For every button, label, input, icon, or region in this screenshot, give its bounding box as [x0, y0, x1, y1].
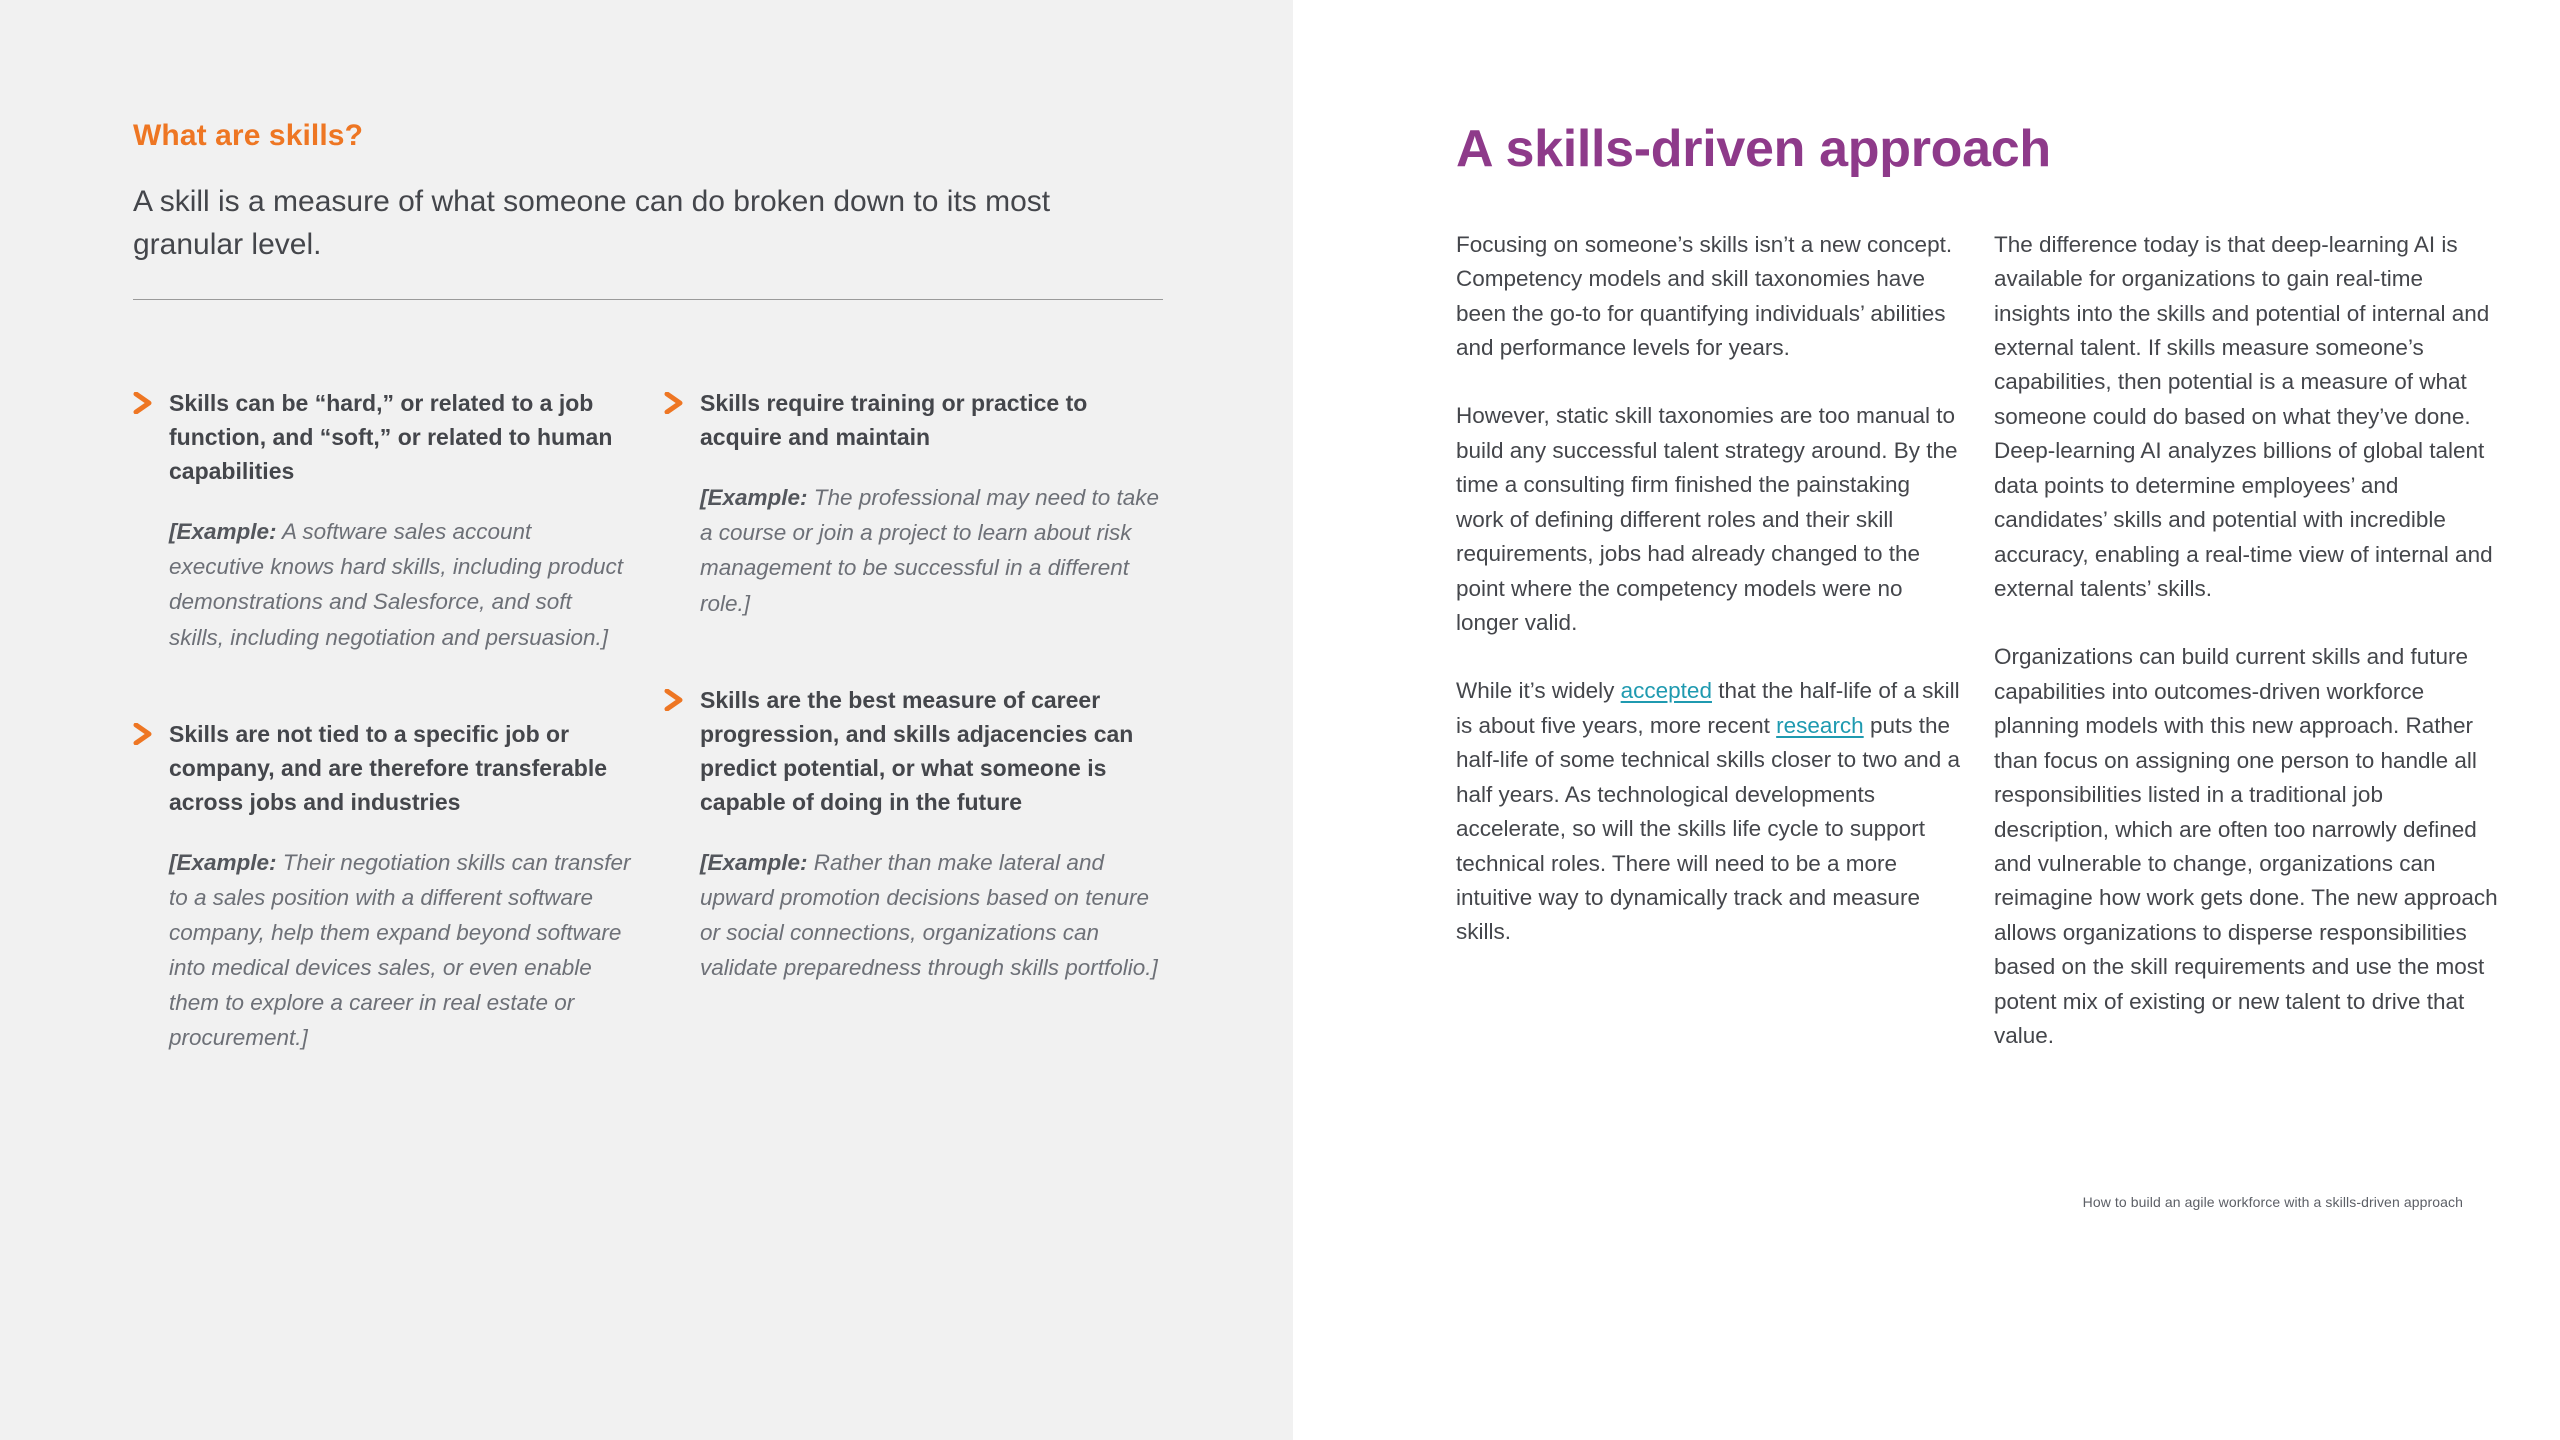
bullet-example	[700, 845, 1162, 985]
bullet-item	[133, 717, 631, 1056]
section-kicker: What are skills?	[133, 119, 364, 152]
body-column-right	[1994, 228, 2499, 1054]
paragraph-with-links	[1456, 674, 1961, 949]
body-column-left	[1456, 228, 1961, 1054]
example-label: [Example:	[700, 485, 808, 511]
bullet-heading: Skills can be “hard,” or related to a job function, and “soft,” or related to human capabilities	[169, 390, 613, 485]
chevron-right-icon	[133, 386, 169, 414]
example-label: [Example:	[169, 519, 277, 545]
section-lead-paragraph: A skill is a measure of what someone can do broken down to its most granular level.	[133, 185, 1051, 261]
paragraph: Organizations can build current skills and future capabilities into outcomes-driven workforce planning models with this new approach. Rather than focus on assigning one person to handle all responsibilities listed in a traditional job description, which are often too narrowly defined and vulnerable to change, organizations can reimagine how work gets done. The new approach allows organizations to disperse responsibilities based on the skill requirements and use the most potent mix of existing or new talent to drive that value.	[1994, 644, 2498, 1049]
paragraph-text: that the half-life of a skill is about five years, more recent	[1456, 678, 1960, 738]
bullet-heading: Skills are the best measure of career progression, and skills adjacencies can predict potential, or what someone is capable of doing in the future	[700, 686, 1134, 815]
example-label: [Example:	[169, 849, 277, 875]
bullet-row	[133, 717, 631, 819]
paragraph: Focusing on someone’s skills isn’t a new concept. Competency models and skill taxonomies have been the go-to for quantifying individuals’ abilities and performance levels for years.	[1456, 231, 1953, 361]
link-accepted[interactable]: accepted	[1620, 678, 1712, 704]
paragraph: However, static skill taxonomies are too manual to build any successful talent strategy around. By the time a consulting firm finished the painstaking work of defining different roles and their skill requirements, jobs had already changed to the point where the competency models were no longer valid.	[1456, 403, 1958, 636]
bullet-row	[664, 386, 1162, 454]
paragraph: The difference today is that deep-learning AI is available for organizations to gain real-time insights into the skills and potential of internal and external talent. If skills measure someone’s capabilities, then potential is a measure of what someone could do based on what they’ve done. Deep-learning AI analyzes billions of global talent data points to determine employees’ and candidates’ skills and potential with incredible accuracy, enabling a real-time view of internal and external talents’ skills.	[1994, 231, 2493, 602]
example-body: Their negotiation skills can transfer to a sales position with a different software company, help them expand beyond software into medical devices sales, or even enable them to explore a career in real estate or procurement.]	[169, 849, 631, 1051]
example-body: A software sales account executive knows hard skills, including product demonstrations and Salesforce, and soft skills, including negotiation and persuasion.]	[169, 519, 623, 650]
chevron-right-icon	[664, 386, 700, 414]
right-page-content	[1456, 120, 2556, 1054]
bullet-item	[664, 386, 1162, 620]
page-title: A skills-driven approach	[1456, 120, 2051, 178]
bullet-row	[133, 386, 631, 488]
page-footer: How to build an agile workforce with a skills-driven approach	[2082, 1194, 2463, 1210]
bullet-example	[700, 480, 1162, 620]
bullet-column-right	[664, 386, 1162, 1055]
chevron-right-icon	[133, 717, 169, 745]
chevron-right-icon	[664, 683, 700, 711]
horizontal-divider	[133, 299, 1163, 300]
example-label: [Example:	[700, 849, 808, 875]
example-body: Rather than make lateral and upward promotion decisions based on tenure or social connections, organizations can validate preparedness through skills portfolio.]	[700, 849, 1158, 981]
bullet-item	[133, 386, 631, 654]
link-research[interactable]: research	[1776, 712, 1864, 738]
bullet-heading: Skills are not tied to a specific job or company, and are therefore transferable across jobs and industries	[169, 720, 607, 815]
left-page-content	[133, 118, 1163, 1055]
paragraph-text: While it’s widely	[1456, 678, 1621, 704]
bullet-heading: Skills require training or practice to acquire and maintain	[700, 390, 1088, 451]
bullet-example	[169, 845, 631, 1056]
right-page	[1293, 0, 2560, 1440]
bullet-columns	[133, 386, 1163, 1055]
paragraph-text: puts the half-life of some technical skills closer to two and a half years. As technological developments accelerate, so will the skills life cycle to support technical roles. There will need to be a more intuitive way to dynamically track and measure skills.	[1456, 712, 1960, 945]
bullet-example	[169, 514, 631, 654]
bullet-column-left	[133, 386, 631, 1055]
bullet-item	[664, 683, 1162, 986]
bullet-row	[664, 683, 1162, 819]
body-columns	[1456, 228, 2556, 1054]
example-body: The professional may need to take a course or join a project to learn about risk management to be successful in a different role.]	[700, 485, 1159, 616]
